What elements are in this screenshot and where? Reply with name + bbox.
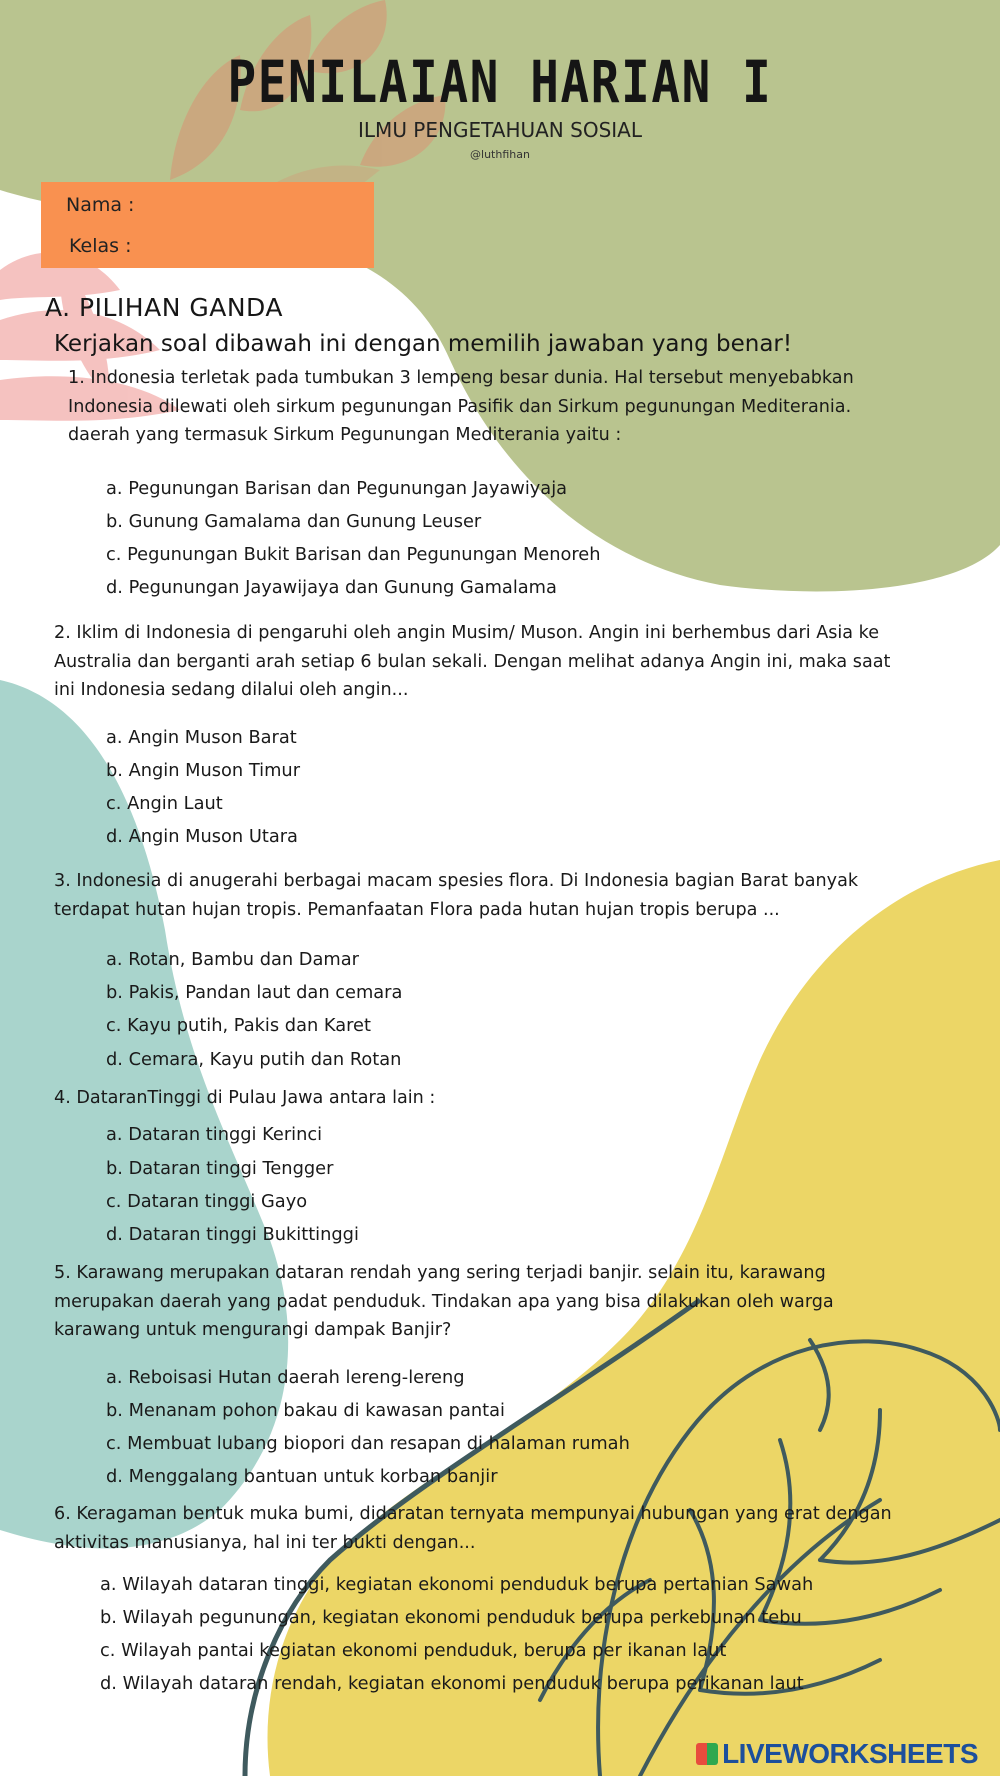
- question-3: 3. Indonesia di anugerahi berbagai macam spesies flora. Di Indonesia bagian Barat banyak terdapat hutan hujan tropis. Pemanfaatan Flora pada hutan hujan tropis berupa ...: [54, 871, 859, 920]
- question-2: 2. Iklim di Indonesia di pengaruhi oleh angin Musim/ Muson. Angin ini berhembus dari Asia ke Australia dan berganti arah setiap 6 bulan sekali. Dengan melihat adanya Angin ini, maka saat ini Indonesia sedang dilalui oleh angin...: [54, 623, 891, 700]
- q4-option-a[interactable]: a. Dataran tinggi Kerinci: [106, 1124, 323, 1145]
- q5-option-a[interactable]: a. Reboisasi Hutan daerah lereng-lereng: [106, 1367, 465, 1388]
- q1-option-b[interactable]: b. Gunung Gamalama dan Gunung Leuser: [106, 511, 482, 532]
- question-6: 6. Keragaman bentuk muka bumi, didaratan ternyata mempunyai hubungan yang erat dengan aktivitas manusianya, hal ini ter bukti dengan...: [54, 1504, 892, 1553]
- page-title: PENILAIAN HARIAN I: [227, 48, 773, 116]
- liveworksheets-logo[interactable]: [696, 1738, 978, 1770]
- class-label: Kelas :: [69, 235, 132, 257]
- q4-option-b[interactable]: b. Dataran tinggi Tengger: [106, 1158, 334, 1179]
- student-info-box: [41, 182, 374, 268]
- q6-option-d[interactable]: d. Wilayah dataran rendah, kegiatan ekonomi penduduk berupa perikanan laut: [100, 1673, 804, 1694]
- q1-option-d[interactable]: d. Pegunungan Jayawijaya dan Gunung Gamalama: [106, 577, 557, 598]
- name-label: Nama :: [66, 194, 135, 216]
- q3-option-b[interactable]: b. Pakis, Pandan laut dan cemara: [106, 982, 403, 1003]
- logo-text: LIVEWORKSHEETS: [722, 1738, 978, 1769]
- instruction-text: Kerjakan soal dibawah ini dengan memilih jawaban yang benar!: [54, 331, 793, 357]
- question-5: 5. Karawang merupakan dataran rendah yang sering terjadi banjir. selain itu, karawang merupakan daerah yang padat penduduk. Tindakan apa yang bisa dilakukan oleh warga karawang untuk mengurangi dampak Banjir?: [54, 1263, 834, 1340]
- author-handle: @luthfihan: [470, 148, 530, 161]
- q6-option-a[interactable]: a. Wilayah dataran tinggi, kegiatan ekonomi penduduk berupa pertanian Sawah: [100, 1574, 814, 1595]
- q3-option-d[interactable]: d. Cemara, Kayu putih dan Rotan: [106, 1049, 402, 1070]
- q5-option-c[interactable]: c. Membuat lubang biopori dan resapan di halaman rumah: [106, 1433, 630, 1454]
- q3-option-a[interactable]: a. Rotan, Bambu dan Damar: [106, 949, 359, 970]
- q2-option-b[interactable]: b. Angin Muson Timur: [106, 760, 301, 781]
- q2-option-d[interactable]: d. Angin Muson Utara: [106, 826, 298, 847]
- question-4: 4. DataranTinggi di Pulau Jawa antara lain :: [54, 1088, 436, 1108]
- q6-option-b[interactable]: b. Wilayah pegunungan, kegiatan ekonomi penduduk berupa perkebunan tebu: [100, 1607, 802, 1628]
- q1-option-a[interactable]: a. Pegunungan Barisan dan Pegunungan Jayawiyaja: [106, 478, 568, 499]
- q3-option-c[interactable]: c. Kayu putih, Pakis dan Karet: [106, 1015, 371, 1036]
- q6-option-c[interactable]: c. Wilayah pantai kegiatan ekonomi penduduk, berupa per ikanan laut: [100, 1640, 727, 1661]
- logo-cube-icon: [696, 1743, 718, 1765]
- q4-option-d[interactable]: d. Dataran tinggi Bukittinggi: [106, 1224, 359, 1245]
- q5-option-b[interactable]: b. Menanam pohon bakau di kawasan pantai: [106, 1400, 505, 1421]
- page-subtitle: ILMU PENGETAHUAN SOSIAL: [358, 118, 642, 142]
- q1-option-c[interactable]: c. Pegunungan Bukit Barisan dan Pegunungan Menoreh: [106, 544, 601, 565]
- q4-option-c[interactable]: c. Dataran tinggi Gayo: [106, 1191, 308, 1212]
- question-1: 1. Indonesia terletak pada tumbukan 3 lempeng besar dunia. Hal tersebut menyebabkan Indonesia dilewati oleh sirkum pegunungan Pasifik dan Sirkum pegunungan Mediterania. daerah yang termasuk Sirkum Pegunungan Mediterania yaitu :: [68, 368, 854, 445]
- q5-option-d[interactable]: d. Menggalang bantuan untuk korban banjir: [106, 1466, 498, 1487]
- q2-option-a[interactable]: a. Angin Muson Barat: [106, 727, 297, 748]
- section-heading: A. PILIHAN GANDA: [45, 293, 283, 322]
- q2-option-c[interactable]: c. Angin Laut: [106, 793, 223, 814]
